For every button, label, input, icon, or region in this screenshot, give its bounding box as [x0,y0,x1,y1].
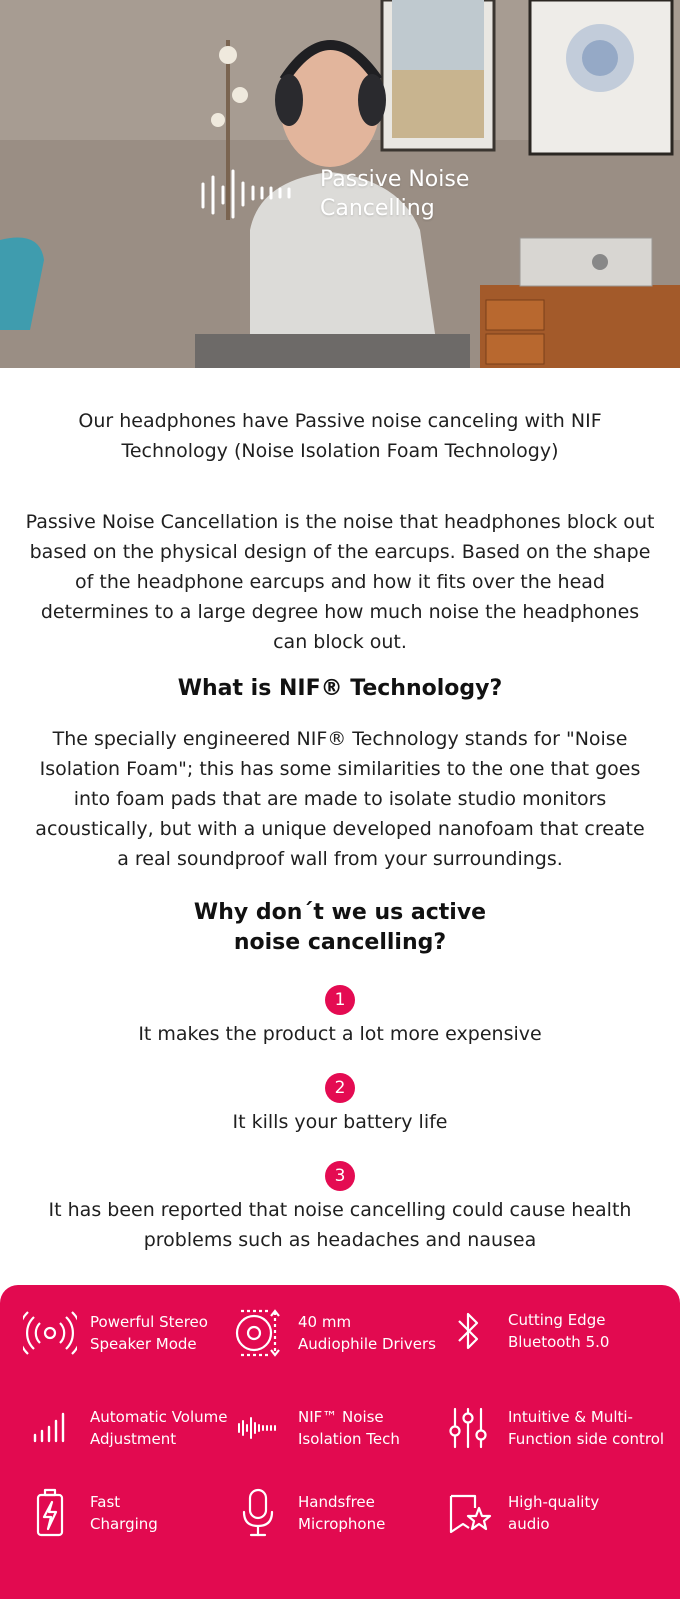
speaker-waves-icon [23,1306,77,1360]
driver-icon [231,1306,285,1360]
feature-label-line1: NIF™ Noise [298,1408,384,1426]
feature-label-line1: Intuitive & Multi- [508,1408,633,1426]
reason-text: It makes the product a lot more expensive [138,1023,542,1045]
feature-label-line1: Cutting Edge [508,1311,606,1329]
feature-label-line2: audio [508,1515,550,1533]
feature-speaker-mode [22,1305,208,1361]
feature-label-line2: Isolation Tech [298,1430,400,1448]
feature-drivers [230,1305,436,1361]
reason-item [30,1073,650,1137]
feature-label [298,1491,385,1535]
number-badge: 3 [325,1161,355,1191]
feature-microphone [230,1485,385,1541]
intro-paragraph-2: Passive Noise Cancellation is the noise that headphones block out based on the physical design of the earcups. Based on the shape of the headphone earcups and how it fits over the head determines to a large degree how much noise the headphones can block out. [25,511,655,653]
hero-title-line2: Cancelling [320,196,435,221]
feature-label [90,1406,227,1450]
feature-label [298,1406,400,1450]
feature-label [298,1311,436,1355]
number-badge: 2 [325,1073,355,1103]
feature-label-line1: Automatic Volume [90,1408,228,1426]
microphone-icon [231,1486,285,1540]
hero-title-line1: Passive Noise [320,167,470,192]
feature-label [508,1406,664,1450]
battery-charging-icon [23,1486,77,1540]
hero-banner [0,0,680,368]
feature-label-line1: Powerful Stereo [90,1313,208,1331]
features-panel [0,1285,680,1599]
feature-label-line2: Speaker Mode [90,1335,197,1353]
feature-label-line2: Function side control [508,1430,665,1448]
nif-heading: What is NIF® Technology? [177,676,503,701]
feature-audio-quality [440,1485,599,1541]
hero-badge [200,165,490,223]
nif-body: The specially engineered NIF® Technology stands for "Noise Isolation Foam"; this has some similarities to the one that goes into foam pads that are made to isolate studio monitors acoustically, but with a unique developed nanofoam that create a real soundproof wall from your surroundings. [35,728,645,870]
reason-item [30,1161,650,1255]
intro-paragraph-1: Our headphones have Passive noise canceling with NIF Technology (Noise Isolation Foam Technology) [78,410,602,462]
feature-auto-volume [22,1400,227,1456]
feature-label [508,1309,609,1353]
feature-label-line2: Adjustment [90,1430,177,1448]
star-badge-icon [441,1486,495,1540]
volume-bars-icon [23,1401,77,1455]
feature-label-line2: Microphone [298,1515,386,1533]
hero-title [320,165,490,223]
reason-text: It has been reported that noise cancelling could cause health problems such as headaches and nausea [48,1199,632,1251]
feature-fast-charging [22,1485,158,1541]
number-badge: 1 [325,985,355,1015]
soundwave-icon [231,1401,285,1455]
sliders-icon [441,1401,495,1455]
feature-bluetooth [440,1303,609,1359]
feature-side-control [440,1400,664,1456]
feature-label [90,1311,208,1355]
feature-nif [230,1400,400,1456]
feature-label [508,1491,599,1535]
feature-label-line1: 40 mm [298,1313,352,1331]
reason-text: It kills your battery life [232,1111,448,1133]
soundwave-icon [200,169,292,219]
reason-item [30,985,650,1049]
feature-label-line2: Bluetooth 5.0 [508,1333,610,1351]
feature-label-line2: Charging [90,1515,158,1533]
feature-label-line1: Fast [90,1493,121,1511]
feature-label [90,1491,158,1535]
feature-label-line1: Handsfree [298,1493,375,1511]
feature-label-line1: High-quality [508,1493,600,1511]
why-heading: Why don´t we us active noise cancelling? [193,900,487,955]
bluetooth-icon [441,1304,495,1358]
feature-label-line2: Audiophile Drivers [298,1335,436,1353]
